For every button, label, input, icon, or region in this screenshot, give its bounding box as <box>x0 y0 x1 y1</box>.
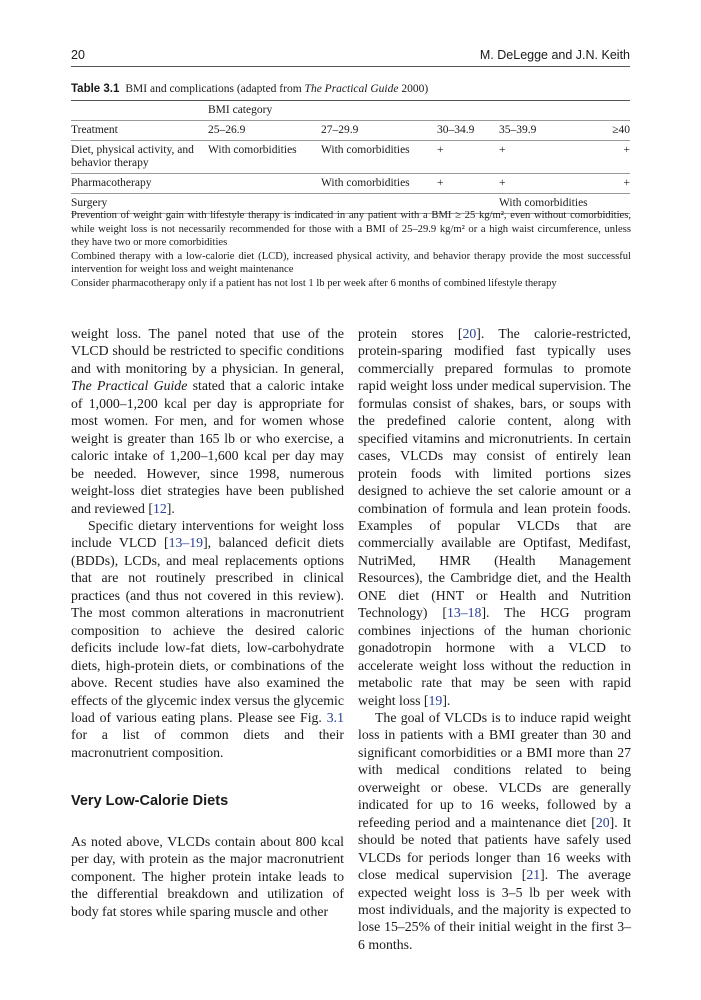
paragraph: protein stores [20]. The calorie-restricted, protein-sparing modified fast typically uses commercially prepared formulas to promote rapid weight loss under medical supervision. The formulas consist of shakes, bars, or soups with the predefined calorie content, along with specified vitamins and micronutrients. In certain cases, VLCDs may consist of entirely lean protein foods with limited portions sizes designed to achieve the set calorie amount or a combination of formula and lean protein foods. Examples of popular VLCDs that are commercially available are Optifast, Medifast, NutriMed, HMR (Health Management Resources), the Cambridge diet, and the Health ONE diet (HNT or Health and Nutrition Technology) [13–18]. The HCG program combines injections of the human chorionic gonadotropin hormone with a VLCD to accelerate weight loss without the reduction in metabolic rate that may be seen with rapid weight loss [19]. <box>358 326 632 708</box>
citation-link[interactable]: 20 <box>595 814 610 830</box>
table-cell: + <box>437 174 499 194</box>
table-note: Consider pharmacotherapy only if a patient has not lost 1 lb per week after 6 months of combined lifestyle therapy <box>71 277 557 289</box>
caption-year: 2000) <box>398 83 429 95</box>
citation-link[interactable]: 21 <box>526 867 541 883</box>
paragraph: Specific dietary interventions for weight loss include VLCD [13–19], balanced deficit diets (BDDs), LCDs, and meal replacements options that are not routinely prescribed in clinical practices (and thus not covered in this review). The most common alterations in macronutrient composition to achieve the desired caloric deficits include low-fat diets, low-carbohydrate diets, high-protein diets, or combinations of the above. Recent studies have also examined the effects of the glycemic index versus the glycemic load of various eating plans. Please see Fig. 3.1 for a list of common diets and their macronutrient composition. <box>71 517 344 760</box>
caption-text: BMI and complications (adapted from <box>125 83 305 95</box>
table-row <box>71 174 630 194</box>
table-cell: Pharmacotherapy <box>71 174 208 194</box>
citation-link[interactable]: 13–19 <box>168 535 204 551</box>
figure-link[interactable]: 3.1 <box>326 709 344 725</box>
column-header: 30–34.9 <box>437 121 499 141</box>
column-header: Treatment <box>71 121 208 141</box>
table-notes <box>71 209 631 290</box>
table-cell: + <box>437 141 499 174</box>
paragraph: As noted above, VLCDs contain about 800 kcal per day, with protein as the major macronutrient component. The higher protein intake leads to the differential breakdown and utilization of body fat stores while sparing muscle and other <box>71 833 344 919</box>
caption-italic: The Practical Guide <box>304 83 399 95</box>
page-header <box>71 44 630 66</box>
section-heading: Very Low-Calorie Diets <box>71 793 229 810</box>
citation-link[interactable]: 20 <box>462 326 477 341</box>
citation-link[interactable]: 19 <box>428 692 443 708</box>
table-cell: + <box>499 141 603 174</box>
table-cell: With comorbidities <box>499 194 630 214</box>
paragraph: weight loss. The panel noted that use of the VLCD should be restricted to specific conditions and with monitoring by a physician. In general, The Practical Guide stated that a caloric intake of 1,000–1,200 kcal per day is appropriate for most women. For men, and for women whose weight is greater than 165 lb or who exercise, a caloric intake of 1,200–1,600 kcal per day may be needed. However, since 1998, numerous weight-loss diet strategies have been published and reviewed [12]. <box>71 326 344 516</box>
table-group-row <box>71 101 630 121</box>
table-caption <box>71 83 428 95</box>
table-cell: + <box>603 174 630 194</box>
column-header: ≥40 <box>603 121 630 141</box>
running-head: M. DeLegge and J.N. Keith <box>479 48 630 62</box>
table-note: Combined therapy with a low-calorie diet (LCD), increased physical activity, and behavior therapy provide the most successful intervention for weight loss and weight maintenance <box>71 250 631 275</box>
right-column <box>358 325 631 953</box>
italic-title: The Practical Guide <box>71 378 188 394</box>
header-rule <box>71 66 630 67</box>
page-number: 20 <box>71 48 85 62</box>
table-cell: Surgery <box>71 194 208 214</box>
table-cell: With comorbidities <box>208 141 321 174</box>
table-row <box>71 141 630 174</box>
table-cell: + <box>499 174 603 194</box>
group-header: BMI category <box>208 101 630 121</box>
citation-link[interactable]: 13–18 <box>446 605 482 621</box>
table-note: Prevention of weight gain with lifestyle therapy is indicated in any patient with a BMI ≥ 25 kg/m², even without comorbidities, while weight loss is not necessarily recommended for those with a BMI of 25–29.9 kg/m² or a high waist circumference, unless they have two or more comorbidities <box>71 210 631 248</box>
left-column <box>71 325 344 920</box>
citation-link[interactable]: 12 <box>152 500 167 516</box>
column-header: 25–26.9 <box>208 121 321 141</box>
paragraph: The goal of VLCDs is to induce rapid weight loss in patients with a BMI greater than 30 and significant comorbidities or a BMI more than 27 with medical conditions related to being overweight or obese. VLCDs are generally indicated for up to 16 weeks, followed by a refeeding period and a maintenance diet [20]. It should be noted that patients have safely used VLCDs for periods longer than 16 weeks with close medical supervision [21]. The average expected weight loss is 3–5 lb per week with most individuals, and the majority is expected to lose 15–25% of their initial weight in the first 3–6 months. <box>358 709 632 952</box>
table-cell: With comorbidities <box>321 141 437 174</box>
table-cell: Diet, physical activity, and behavior therapy <box>71 141 208 174</box>
table-header-row <box>71 121 630 141</box>
table-label: Table 3.1 <box>71 83 120 95</box>
column-header: 35–39.9 <box>499 121 603 141</box>
table-cell: + <box>603 141 630 174</box>
table-cell: With comorbidities <box>321 174 437 194</box>
column-header: 27–29.9 <box>321 121 437 141</box>
table-cell <box>208 174 321 194</box>
bmi-table <box>71 100 630 214</box>
